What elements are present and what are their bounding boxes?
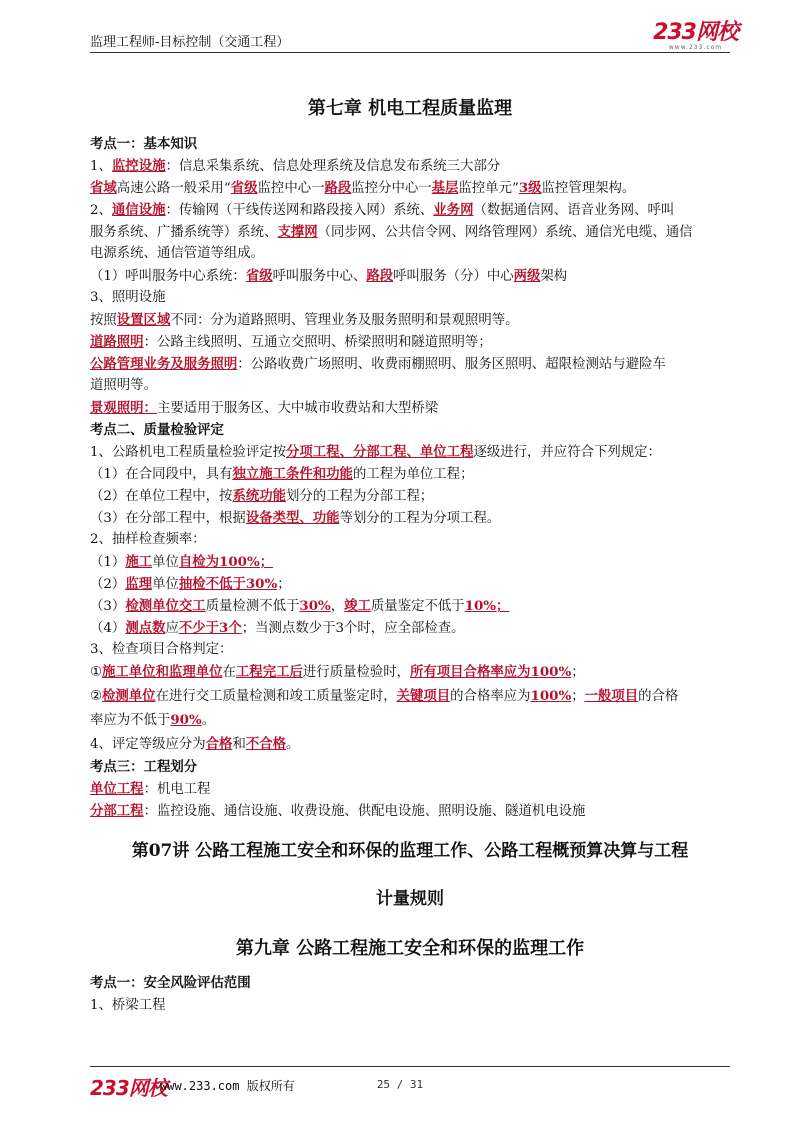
kp2-line-6: （1）施工单位自检为100%； <box>90 554 274 570</box>
kp2-line-4: （3）在分部工程中，根据设备类型、功能等划分的工程为分项工程。 <box>90 510 501 526</box>
kp2-line-10: 3、检查项目合格判定： <box>90 642 233 657</box>
footer-logo: 233网校 <box>90 1076 167 1100</box>
kp1-line-12: 景观照明：主要适用于服务区、大中城市收费站和大型桥梁 <box>90 400 439 416</box>
kp1-line-4: 服务系统、广播系统等）系统、支撑网（同步网、公共信令网、网络管理网）系统、通信光电缆、通信 <box>90 224 693 240</box>
kp1-line-6: （1）呼叫服务中心系统：省级呼叫服务中心、路段呼叫服务（分）中心两级架构 <box>90 268 568 284</box>
kp2-line-11: ①施工单位和监理单位在工程完工后进行质量检验时，所有项目合格率应为100%； <box>90 664 585 680</box>
kp2-line-1: 1、公路机电工程质量检验评定按分项工程、分部工程、单位工程逐级进行，并应符合下列规定： <box>90 444 661 460</box>
kp2-line-13: 率应为不低于90%。 <box>90 712 216 728</box>
kp2-line-3: （2）在单位工程中，按系统功能划分的工程为分部工程； <box>90 488 434 504</box>
kp2-line-14: 4、评定等级应分为合格和不合格。 <box>90 736 300 752</box>
kp1-heading: 考点一：基本知识 <box>90 136 198 152</box>
footer-rule <box>90 1066 730 1067</box>
kp2-heading: 考点二、质量检验评定 <box>90 422 224 438</box>
kp2-line-9: （4）测点数应不少于3个；当测点数少于3个时，应全部检查。 <box>90 620 465 636</box>
chapter-9-title: 第九章 公路工程施工安全和环保的监理工作 <box>235 938 585 959</box>
brand-logo <box>653 22 738 51</box>
kp1-line-8: 按照设置区域不同：分为道路照明、管理业务及服务照明和景观照明等。 <box>90 312 519 328</box>
kp2-line-5: 2、抽样检查频率： <box>90 532 206 547</box>
kp2-line-8: （3）检测单位交工质量检测不低于30%，竣工质量鉴定不低于10%； <box>90 598 510 614</box>
logo-sub-text: www.233.com <box>668 44 723 51</box>
header-rule <box>90 52 730 53</box>
kp3-heading: 考点三：工程划分 <box>90 759 198 775</box>
kp1-line-11: 道照明等。 <box>90 378 157 393</box>
kp1-line-2: 省域高速公路一般采用“省级监控中心一路段监控分中心一基层监控单元”3级监控管理架构。 <box>90 180 636 196</box>
logo-main-text: 233网校 <box>653 20 738 45</box>
lecture-title-line-2: 计量规则 <box>376 889 444 909</box>
kp1-line-3: 2、通信设施：传输网（干线传送网和路段接入网）系统、业务网（数据通信网、语音业务网、呼叫 <box>90 202 675 218</box>
document-header-title: 监理工程师-目标控制（交通工程） <box>90 35 290 50</box>
kp3-line-2: 分部工程：监控设施、通信设施、收费设施、供配电设施、照明设施、隧道机电设施 <box>90 803 586 819</box>
kp1-line-9: 道路照明：公路主线照明、互通立交照明、桥梁照明和隧道照明等； <box>90 334 492 350</box>
ch9-kp1-heading: 考点一：安全风险评估范围 <box>90 975 251 991</box>
kp2-line-12: ②检测单位在进行交工质量检测和竣工质量鉴定时，关键项目的合格率应为100%；一般项目的合格 <box>90 688 679 704</box>
chapter-7-title: 第七章 机电工程质量监理 <box>307 98 513 119</box>
kp2-line-2: （1）在合同段中，具有独立施工条件和功能的工程为单位工程； <box>90 466 474 482</box>
kp1-line-7: 3、照明设施 <box>90 290 166 305</box>
kp1-line-1: 1、监控设施：信息采集系统、信息处理系统及信息发布系统三大部分 <box>90 158 501 174</box>
kp1-line-5: 电源系统、通信管道等组成。 <box>90 246 265 261</box>
kp3-line-1: 单位工程：机电工程 <box>90 781 211 797</box>
kp1-line-10: 公路管理业务及服务照明：公路收费广场照明、收费雨棚照明、服务区照明、超限检测站与避险车 <box>90 356 666 372</box>
footer-copyright: www.233.com 版权所有 <box>160 1079 295 1093</box>
page-number: 25 / 31 <box>376 1078 424 1091</box>
kp2-line-7: （2）监理单位抽检不低于30%； <box>90 576 291 592</box>
lecture-title-line-1: 第07讲 公路工程施工安全和环保的监理工作、公路工程概预算决算与工程 <box>131 841 689 861</box>
ch9-line-1: 1、桥梁工程 <box>90 998 166 1013</box>
